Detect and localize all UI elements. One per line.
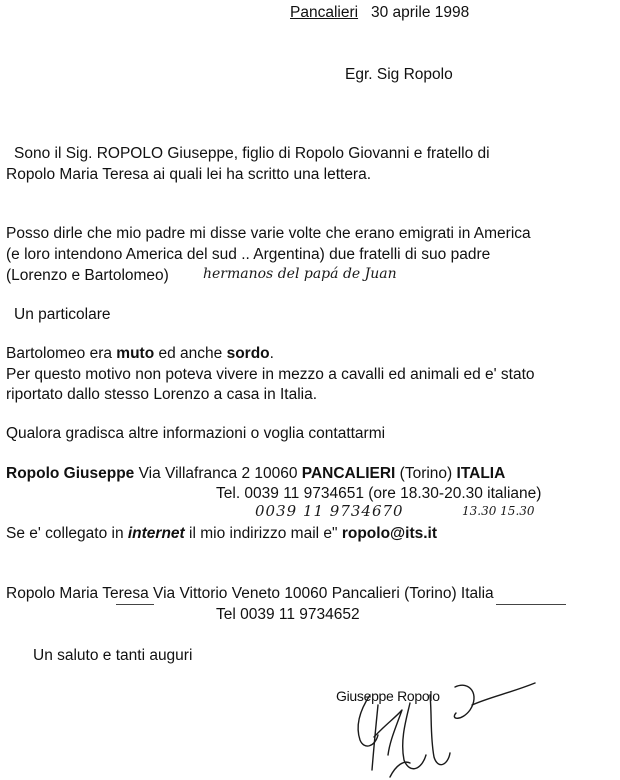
sordo-word: sordo [226, 345, 270, 362]
header-dateline [290, 4, 469, 22]
header-date: 30 aprile 1998 [370, 4, 470, 21]
internet-text-mid: il mio indirizzo mail e" [184, 525, 342, 542]
contact-intro: Qualora gradisca altre informazioni o voglia contattarmi [6, 425, 386, 442]
bartolomeo-text-b: ed anche [154, 345, 227, 362]
divider-right [496, 604, 566, 605]
intro-line-1: Sono il Sig. ROPOLO Giuseppe, figlio di Ropolo Giovanni e fratello di [14, 145, 490, 162]
header-place: Pancalieri [290, 4, 359, 21]
muto-word: muto [116, 345, 155, 362]
internet-text-pre: Se e' collegato in [6, 525, 128, 542]
contact2-address: Via Vittorio Veneto 10060 Pancalieri (Torino) Italia [148, 585, 494, 602]
handwritten-signature [330, 665, 560, 780]
recipient: Egr. Sig Ropolo [345, 66, 453, 83]
bartolomeo-line-3: riportato dallo stesso Lorenzo a casa in Italia. [6, 386, 318, 403]
signature-stroke-3 [374, 710, 402, 755]
contact1-tel: Tel. 0039 11 9734651 (ore 18.30-20.30 italiane) [216, 485, 542, 502]
bartolomeo-line-1 [6, 345, 274, 363]
contact1-address: Via Villafranca 2 10060 [134, 465, 302, 482]
para2-line-2: (e loro intendono America del sud .. Argentina) due fratelli di suo padre [6, 246, 491, 263]
internet-line [6, 525, 437, 543]
divider-left [116, 604, 154, 605]
handwritten-note: hermanos del papá de Juan [203, 266, 397, 282]
contact1-province: (Torino) [395, 465, 457, 482]
contact1-city: PANCALIERI [301, 465, 396, 482]
bartolomeo-text-c: . [269, 345, 274, 362]
intro-line-2: Ropolo Maria Teresa ai quali lei ha scritto una lettera. [6, 166, 372, 183]
bartolomeo-text-a: Bartolomeo era [6, 345, 117, 362]
particular-heading: Un particolare [14, 306, 111, 323]
contact1-handwritten-tel: 0039 11 9734670 [255, 502, 404, 520]
closing: Un saluto e tanti auguri [33, 647, 193, 664]
bartolomeo-line-2: Per questo motivo non poteva vivere in mezzo a cavalli ed animali ed e' stato [6, 366, 535, 383]
email-address: ropolo@its.it [341, 525, 438, 542]
signature-stroke-5 [430, 695, 450, 765]
para2-line-3: (Lorenzo e Bartolomeo) [6, 267, 169, 284]
signature-typed: Giuseppe Ropolo [336, 688, 440, 704]
signature-stroke-7 [472, 683, 535, 705]
contact1-handwritten-hours: 13.30 15.30 [462, 504, 535, 518]
contact2-tel: Tel 0039 11 9734652 [216, 606, 360, 623]
contact2-address-line [6, 585, 494, 603]
para2-line-1: Posso dirle che mio padre mi disse varie volte che erano emigrati in America [6, 225, 531, 242]
contact1-address-line [6, 465, 505, 483]
contact2-name: Ropolo Maria Teresa [6, 585, 149, 602]
signature-stroke-4 [403, 703, 426, 769]
contact1-country: ITALIA [456, 465, 506, 482]
contact1-name: Ropolo Giuseppe [6, 465, 135, 482]
signature-stroke-6 [454, 685, 474, 718]
internet-word: internet [127, 525, 185, 542]
